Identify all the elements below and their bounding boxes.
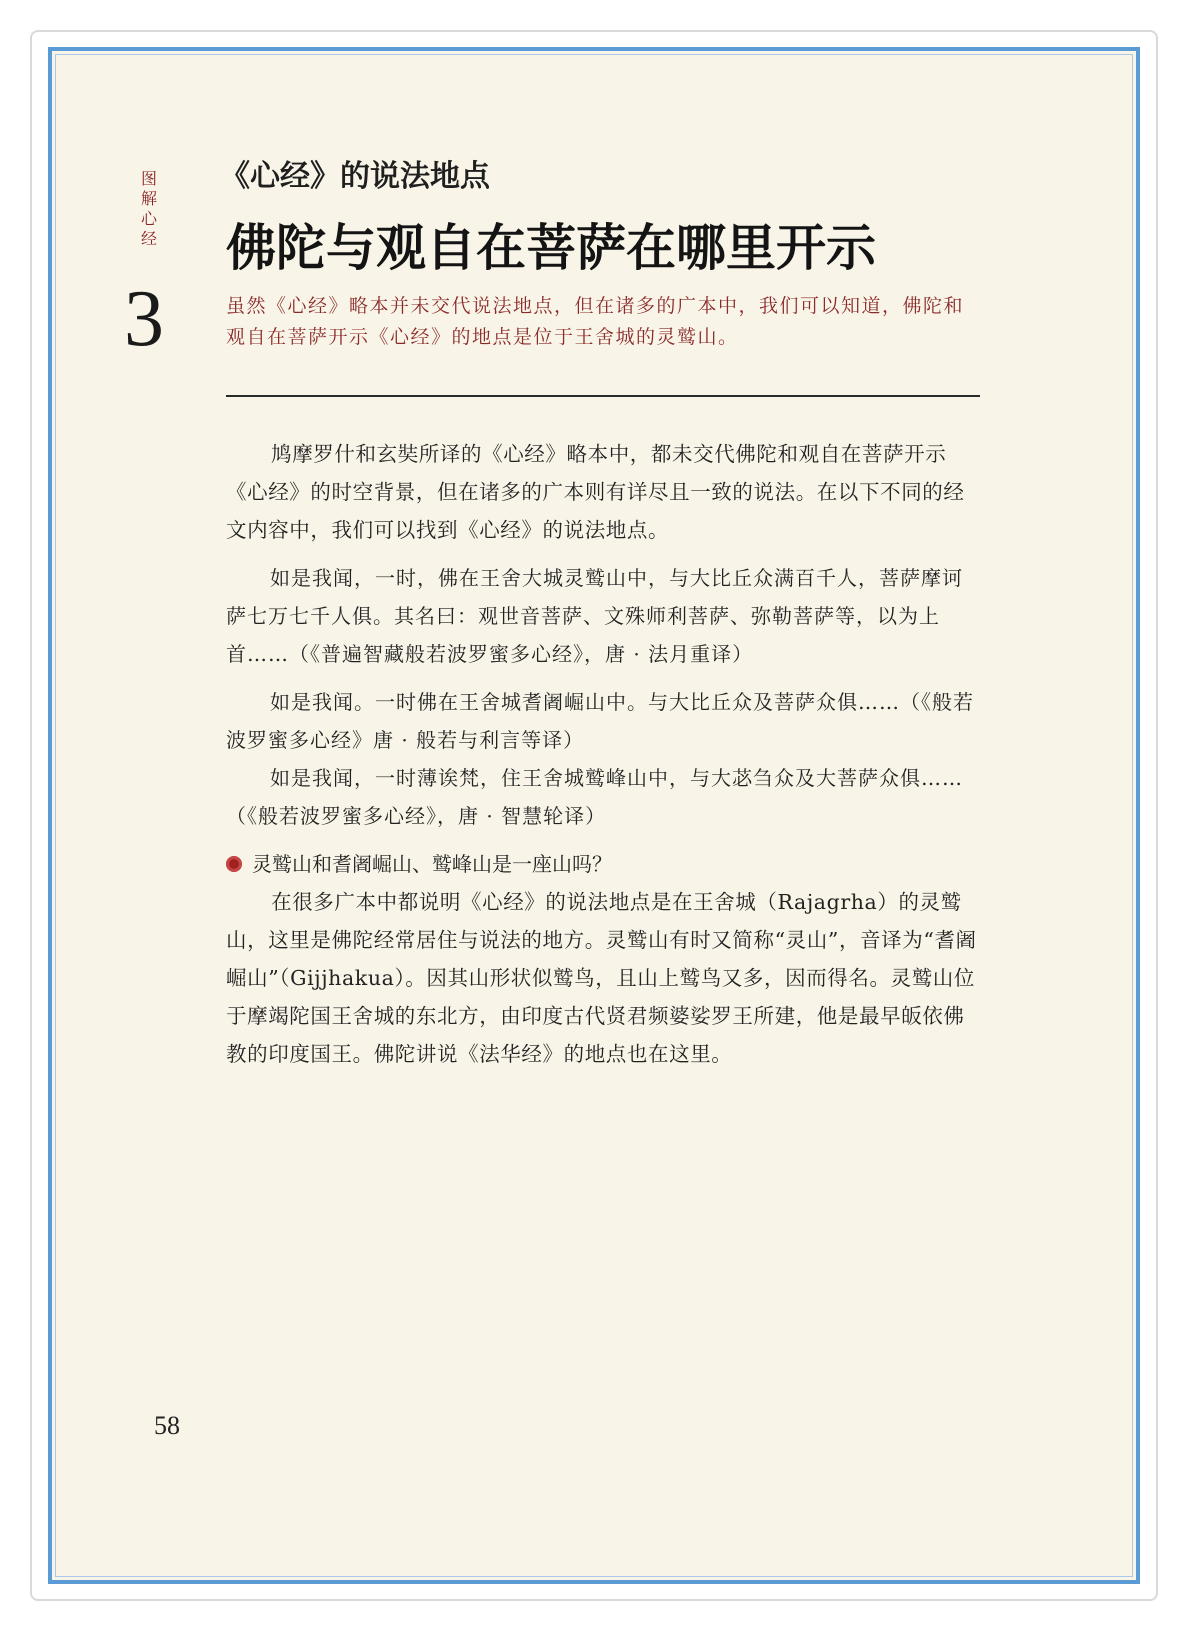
body-text — [226, 435, 980, 1073]
paragraph-1: 鸠摩罗什和玄奘所译的《心经》略本中，都未交代佛陀和观自在菩萨开示《心经》的时空背景，但在诸多的广本则有详尽且一致的说法。在以下不同的经文内容中，我们可以找到《心经》的说法地点。 — [226, 442, 965, 542]
paragraph-2: 在很多广本中都说明《心经》的说法地点是在王舍城（Rajagrha）的灵鹫山，这里是佛陀经常居住与说法的地方。灵鹫山有时又简称“灵山”，音译为“耆阇崛山”（Gijjhakua）。因其山形状似鹫鸟，且山上鹫鸟又多，因而得名。灵鹫山位于摩竭陀国王舍城的东北方，由印度古代贤君频婆娑罗王所建，他是最早皈依佛教的印度国王。佛陀讲说《法华经》的地点也在这里。 — [226, 890, 977, 1066]
page-frame — [48, 47, 1140, 1584]
section-subtitle: 《心经》的说法地点 — [220, 159, 490, 194]
qa-heading — [226, 845, 980, 883]
qa-heading-text: 灵鹫山和耆阇崛山、鹫峰山是一座山吗？ — [252, 852, 612, 876]
scripture-quote-3: 如是我闻，一时薄诶梵，住王舍城鹫峰山中，与大苾刍众及大菩萨众俱……（《般若波罗蜜多心经》，唐 · 智慧轮译） — [226, 766, 963, 828]
title-divider — [226, 395, 980, 397]
series-side-label: 图解心经 — [140, 169, 157, 248]
book-page — [52, 51, 1136, 1580]
scripture-quote-1: 如是我闻，一时，佛在王舍大城灵鹫山中，与大比丘众满百千人，菩萨摩诃萨七万七千人俱。其名曰：观世音菩萨、文殊师利菩萨、弥勒菩萨等，以为上首……（《普遍智藏般若波罗蜜多心经》，唐 · 法月重译） — [226, 566, 963, 666]
intro-summary: 虽然《心经》略本并未交代说法地点，但在诸多的广本中，我们可以知道，佛陀和观自在菩萨开示《心经》的地点是位于王舍城的灵鹫山。 — [226, 295, 965, 348]
chapter-number: 3 — [124, 275, 164, 363]
bullet-icon — [226, 856, 242, 872]
scripture-quote-2: 如是我闻。一时佛在王舍城耆阇崛山中。与大比丘众及菩萨众俱……（《般若波罗蜜多心经》唐 · 般若与利言等译） — [226, 690, 974, 752]
page-number: 58 — [154, 1411, 180, 1440]
page-title: 佛陀与观自在菩萨在哪里开示 — [226, 218, 876, 277]
